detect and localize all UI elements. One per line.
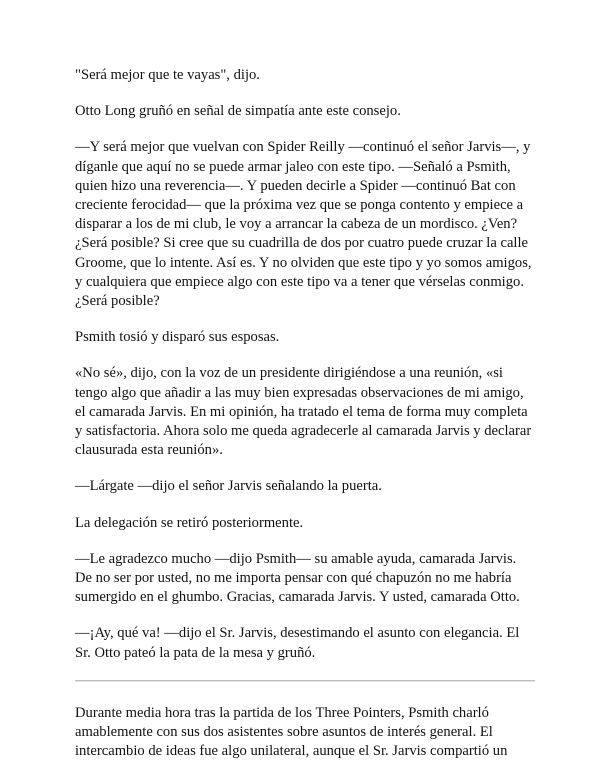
paragraph: —Lárgate —dijo el señor Jarvis señalando la puerta. [75, 478, 382, 495]
paragraph: —Le agradezco mucho —dijo Psmith— su amable ayuda, camarada Jarvis. De no ser por usted, no me importa pensar con qué chapuzón no me habría sumergido en el ghumbo. Gracias, camarada Jarvis. Y usted, camarada Otto. [75, 550, 520, 606]
paragraph: «No sé», dijo, con la voz de un presidente dirigiéndose a una reunión, «si tengo algo que añadir a las muy bien expresadas observaciones de mi amigo, el camarada Jarvis. En mi opinión, ha tratado el tema de forma muy completa y satisfactoria. Ahora solo me queda agradecerle al camarada Jarvis y declarar clausurada esta reunión». [75, 365, 532, 459]
paragraph: "Será mejor que te vayas", dijo. [75, 67, 260, 83]
paragraph: Psmith tosió y disparó sus esposas. [75, 329, 280, 346]
paragraph: —¡Ay, qué va! —dijo el Sr. Jarvis, desestimando el asunto con elegancia. El Sr. Otto pateó la pata de la mesa y gruñó. [75, 625, 520, 661]
paragraph: Durante media hora tras la partida de los Three Pointers, Psmith charló amablemente con sus dos asistentes sobre asuntos de interés general. El intercambio de ideas fue algo unilateral, aunque el Sr. Jarvis compartió un [75, 704, 508, 760]
paragraph: Otto Long gruñó en señal de simpatía ante este consejo. [75, 103, 401, 120]
paragraph: La delegación se retiró posteriormente. [75, 514, 304, 531]
document-body [75, 66, 535, 778]
paragraph: —Y será mejor que vuelvan con Spider Reilly —continuó el señor Jarvis—, y díganle que aquí no se puede armar jaleo con este tipo. —Señaló a Psmith, quien hizo una reverencia—. Y pueden decirle a Spider —continuó Bat con creciente ferocidad— que la próxima vez que se ponga contento y empiece a disparar a los de mi club, le voy a arrancar la cabeza de un mordisco. ¿Ven? ¿Será posible? Si cree que su cuadrilla de dos por cuatro puede cruzar la calle Groome, que lo intente. Así es. Y no olviden que este tipo y yo somos amigos, y cualquiera que empiece algo con este tipo va a tener que vérselas conmigo. ¿Será posible? [75, 139, 532, 310]
section-divider [75, 680, 535, 682]
